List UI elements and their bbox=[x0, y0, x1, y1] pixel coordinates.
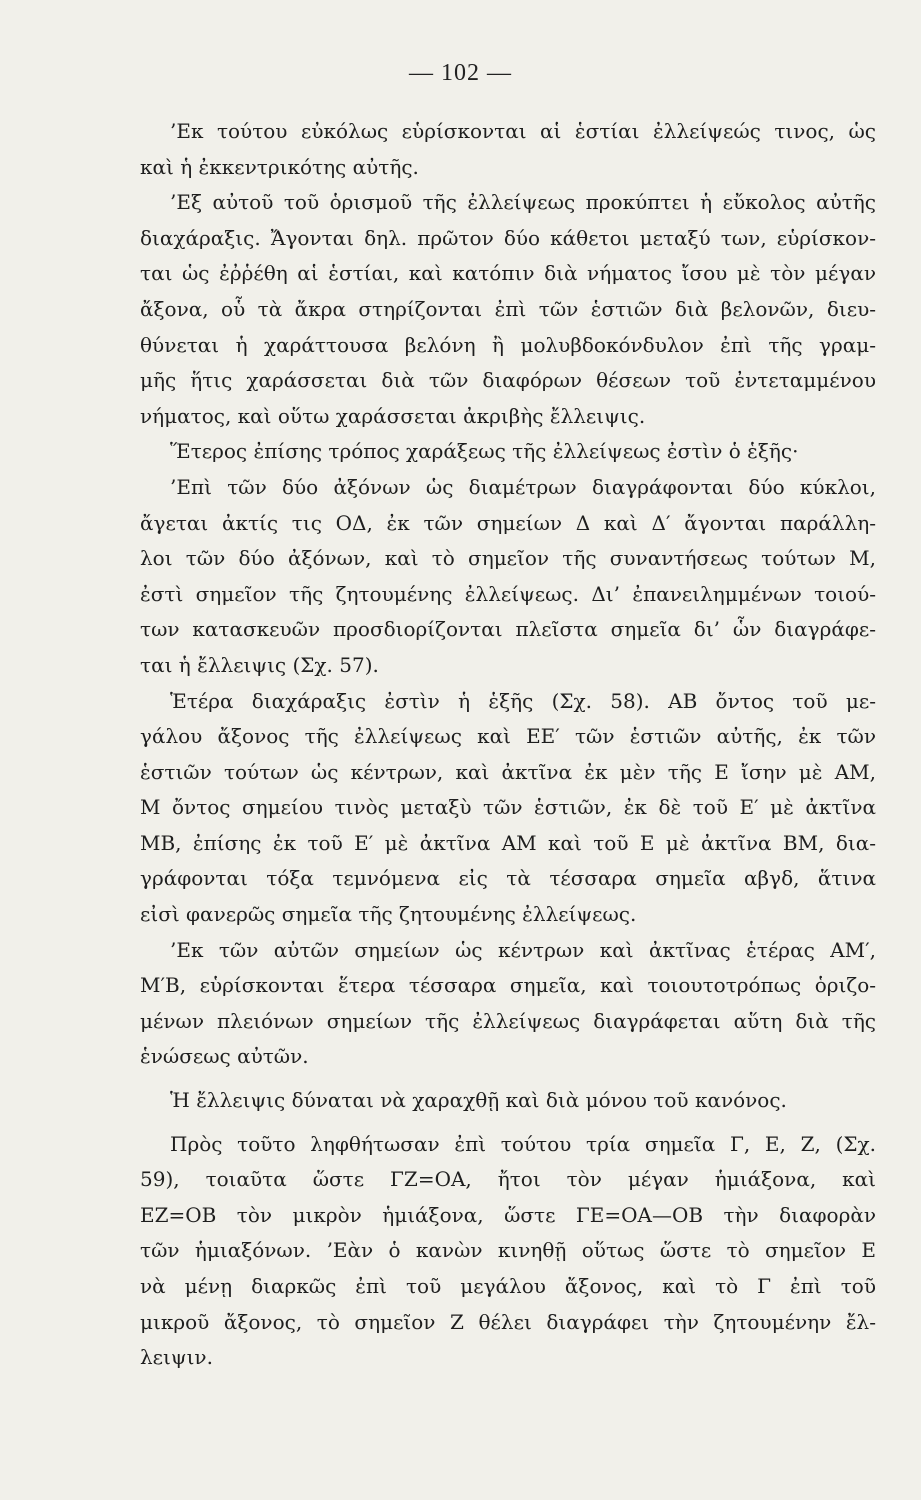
text-line: ’Εξ αὐτοῦ τοῦ ὁρισμοῦ τῆς ἐλλείψεως προκύπτει ἡ εὔκολος αὐτῆς bbox=[170, 190, 876, 215]
text-line: καὶ ἡ ἐκκεντρικότης αὐτῆς. bbox=[140, 154, 419, 179]
text-line: μικροῦ ἄξονος, τὸ σημεῖον Ζ θέλει διαγράφει τὴν ζητουμένην ἔλ- bbox=[140, 1309, 876, 1334]
text-line: ΕΖ=ΟΒ τὸν μικρὸν ἡμιάξονα, ὥστε ΓΕ=ΟΑ—ΟΒ τὴν διαφορὰν bbox=[140, 1202, 876, 1227]
text-line: ’Εκ τῶν αὐτῶν σημείων ὡς κέντρων καὶ ἀκτῖνας ἑτέρας ΑΜ′, bbox=[170, 937, 876, 962]
text-line: Μ′Β, εὑρίσκονται ἕτερα τέσσαρα σημεῖα, καὶ τοιουτοτρόπως ὁριζο- bbox=[140, 973, 876, 998]
text-line: λοι τῶν δύο ἀξόνων, καὶ τὸ σημεῖον τῆς συναντήσεως τούτων Μ, bbox=[140, 546, 876, 571]
text-line: Πρὸς τοῦτο ληφθήτωσαν ἐπὶ τούτου τρία σημεῖα Γ, Ε, Ζ, (Σχ. bbox=[170, 1131, 876, 1156]
text-line: ἐστὶ σημεῖον τῆς ζητουμένης ἐλλείψεως. Δι’ ἐπανειλημμένων τοιού- bbox=[140, 581, 876, 606]
text-line: 59), τοιαῦτα ὥστε ΓΖ=ΟΑ, ἤτοι τὸν μέγαν ἡμιάξονα, καὶ bbox=[140, 1167, 876, 1192]
text-line: λειψιν. bbox=[140, 1345, 213, 1370]
text-line: ἄξονα, οὗ τὰ ἄκρα στηρίζονται ἐπὶ τῶν ἑστιῶν διὰ βελονῶν, διευ- bbox=[140, 296, 876, 321]
text-line: ’Επὶ τῶν δύο ἀξόνων ὡς διαμέτρων διαγράφονται δύο κύκλοι, bbox=[170, 474, 876, 499]
text-line: νήματος, καὶ οὕτω χαράσσεται ἀκριβὴς ἔλλειψις. bbox=[140, 403, 646, 428]
page-number: — 102 — bbox=[409, 60, 512, 86]
text-line: μῆς ἥτις χαράσσεται διὰ τῶν διαφόρων θέσεων τοῦ ἐντεταμμένου bbox=[140, 368, 876, 393]
text-line: ἑστιῶν τούτων ὡς κέντρων, καὶ ἀκτῖνα ἐκ μὲν τῆς Ε ἴσην μὲ ΑΜ, bbox=[140, 759, 876, 784]
text-line: Ἕτερος ἐπίσης τρόπος χαράξεως τῆς ἐλλείψεως ἐστὶν ὁ ἑξῆς· bbox=[170, 439, 799, 464]
text-line: ΜΒ, ἐπίσης ἐκ τοῦ Ε′ μὲ ἀκτῖνα ΑΜ καὶ τοῦ Ε μὲ ἀκτῖνα ΒΜ, δια- bbox=[140, 830, 876, 855]
text-line: ’Εκ τούτου εὐκόλως εὑρίσκονται αἱ ἑστίαι ἐλλείψεώς τινος, ὡς bbox=[170, 119, 876, 143]
text-line: ται ἡ ἔλλειψις (Σχ. 57). bbox=[140, 652, 379, 677]
text-line: διαχάραξις. Ἄγονται δηλ. πρῶτον δύο κάθετοι μεταξύ των, εὑρίσκον- bbox=[140, 225, 876, 250]
text-line: νὰ μένῃ διαρκῶς ἐπὶ τοῦ μεγάλου ἄξονος, καὶ τὸ Γ ἐπὶ τοῦ bbox=[140, 1274, 876, 1298]
text-line: γράφονται τόξα τεμνόμενα εἰς τὰ τέσσαρα σημεῖα αβγδ, ἅτινα bbox=[140, 866, 876, 891]
text-line: ται ὡς ἐῤῥέθη αἱ ἑστίαι, καὶ κατόπιν διὰ νήματος ἴσου μὲ τὸν μέγαν bbox=[140, 261, 876, 286]
text-line: μένων πλειόνων σημείων τῆς ἐλλείψεως διαγράφεται αὕτη διὰ τῆς bbox=[140, 1008, 876, 1033]
text-line: τῶν ἡμιαξόνων. ’Εὰν ὁ κανὼν κινηθῇ οὕτως ὥστε τὸ σημεῖον Ε bbox=[140, 1238, 876, 1263]
body-text bbox=[140, 114, 876, 1376]
text-line: ἑνώσεως αὐτῶν. bbox=[140, 1044, 309, 1069]
text-line: γάλου ἄξονος τῆς ἐλλείψεως καὶ ΕΕ′ τῶν ἑστιῶν αὐτῆς, ἐκ τῶν bbox=[140, 724, 876, 749]
text-line: Ἡ ἔλλειψις δύναται νὰ χαραχθῇ καὶ διὰ μόνου τοῦ κανόνος. bbox=[170, 1088, 787, 1113]
text-line: θύνεται ἡ χαράττουσα βελόνη ἢ μολυβδοκόνδυλον ἐπὶ τῆς γραμ- bbox=[140, 332, 876, 357]
text-line: Μ ὄντος σημείου τινὸς μεταξὺ τῶν ἑστιῶν, ἐκ δὲ τοῦ Ε′ μὲ ἀκτῖνα bbox=[140, 795, 876, 820]
text-line: εἰσὶ φανερῶς σημεῖα τῆς ζητουμένης ἐλλείψεως. bbox=[140, 902, 637, 927]
text-line: των κατασκευῶν προσδιορίζονται πλεῖστα σημεῖα δι’ ὧν διαγράφε- bbox=[140, 617, 876, 642]
text-line: ἄγεται ἀκτίς τις ΟΔ, ἐκ τῶν σημείων Δ καὶ Δ′ ἄγονται παράλλη- bbox=[140, 510, 876, 535]
text-line: Ἑτέρα διαχάραξις ἐστὶν ἡ ἑξῆς (Σχ. 58). ΑΒ ὄντος τοῦ με- bbox=[170, 688, 876, 713]
